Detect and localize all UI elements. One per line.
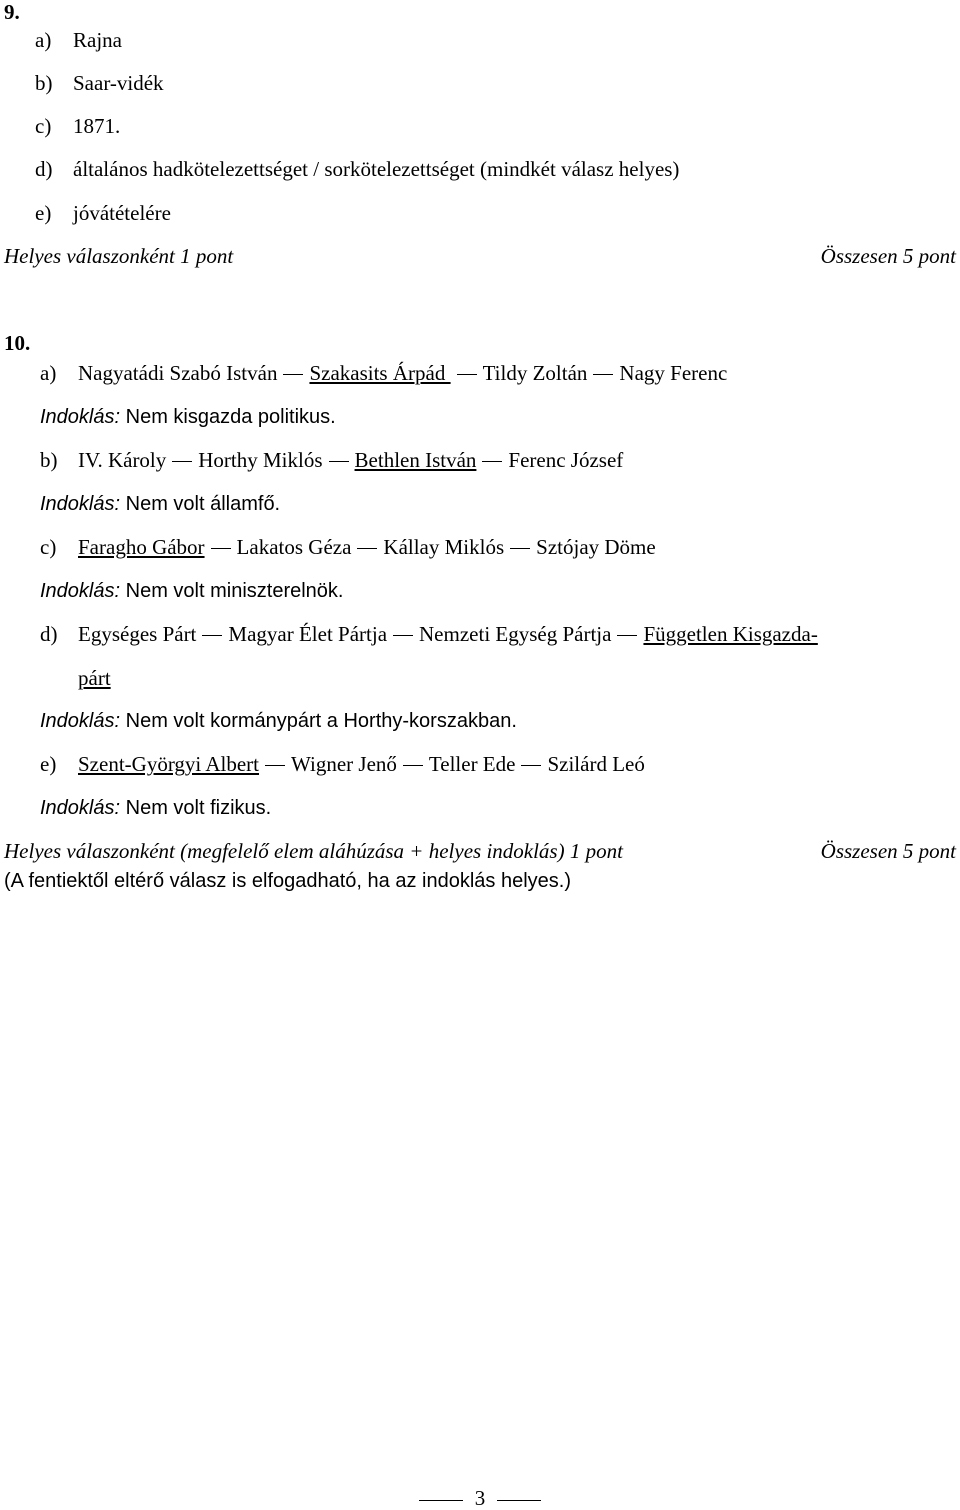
q10-e-reason-label: Indoklás: — [40, 797, 121, 819]
q10-note: (A fentiektől eltérő válasz is elfogadható, ha az indoklás helyes.) — [4, 870, 571, 892]
q9-e-text: jóvátételére — [73, 201, 171, 225]
q10-d-reason-label: Indoklás: — [40, 710, 121, 732]
q9-b-text: Saar-vidék — [73, 71, 164, 95]
q10-e-reason-text: Nem volt fizikus. — [125, 797, 272, 819]
q10-c-item-4: Sztójay Döme — [536, 535, 656, 559]
dash-separator — [283, 374, 303, 375]
q10-d-reason-text: Nem volt kormánypárt a Horthy-korszakban. — [125, 710, 517, 732]
q10-answer-d — [40, 622, 818, 646]
q10-e-item-4: Szilárd Leó — [547, 752, 645, 776]
q10-c-label: c) — [40, 535, 57, 559]
dash-separator — [510, 548, 530, 549]
q9-c-text: 1871. — [73, 114, 121, 138]
q10-a-label: a) — [40, 361, 57, 385]
q9-c-label: c) — [35, 114, 52, 138]
q10-b-item-2: Horthy Miklós — [198, 448, 323, 472]
q10-c-item-2: Lakatos Géza — [236, 535, 352, 559]
dash-separator — [521, 765, 541, 766]
dash-separator — [357, 548, 377, 549]
q9-answer-b — [35, 71, 164, 95]
question-10-number: 10. — [4, 331, 31, 355]
q10-a-item-2-underlined: Szakasits Árpád — [309, 361, 451, 385]
q10-scoring-right: Összesen 5 pont — [820, 839, 956, 863]
dash-separator — [393, 635, 413, 636]
q10-e-item-3: Teller Ede — [428, 752, 516, 776]
dash-separator — [482, 461, 502, 462]
q10-b-item-4: Ferenc József — [508, 448, 624, 472]
q10-e-item-1-underlined: Szent-Györgyi Albert — [78, 752, 260, 776]
q10-b-item-1: IV. Károly — [78, 448, 167, 472]
q10-d-item-3: Nemzeti Egység Pártja — [419, 622, 612, 646]
q9-answer-a — [35, 28, 122, 52]
q10-c-item-1-underlined: Faragho Gábor — [78, 535, 205, 559]
q10-d-label: d) — [40, 622, 58, 646]
dash-separator — [617, 635, 637, 636]
dash-separator — [211, 548, 231, 549]
q9-answer-e — [35, 201, 171, 225]
q10-c-reason-label: Indoklás: — [40, 580, 121, 602]
q10-answer-b — [40, 448, 623, 472]
q10-a-reason-label: Indoklás: — [40, 406, 121, 428]
q10-d-reason — [40, 709, 517, 733]
q9-d-text: általános hadkötelezettséget / sorkötelezettséget (mindkét válasz helyes) — [73, 157, 680, 181]
q10-answer-e — [40, 752, 645, 776]
q10-scoring-left: Helyes válaszonként (megfelelő elem aláhúzása + helyes indoklás) 1 pont — [4, 839, 623, 863]
q10-d-item-4-underlined: Független Kisgazda- — [643, 622, 818, 646]
q10-d-item-2: Magyar Élet Pártja — [228, 622, 388, 646]
page-number: 3 — [474, 1486, 486, 1510]
dash-separator — [329, 461, 349, 462]
q9-e-label: e) — [35, 201, 52, 225]
q10-a-item-1: Nagyatádi Szabó István — [78, 361, 278, 385]
q9-a-label: a) — [35, 28, 52, 52]
page-number-dash-left — [419, 1500, 463, 1501]
q10-b-reason — [40, 492, 280, 516]
q10-answer-c — [40, 535, 656, 559]
page-number-dash-right — [497, 1500, 541, 1501]
q10-e-label: e) — [40, 752, 57, 776]
dash-separator — [457, 374, 477, 375]
q10-d-item-4-continuation: párt — [78, 666, 111, 690]
q9-answer-d — [35, 157, 679, 181]
q10-c-reason — [40, 579, 343, 603]
question-9-number: 9. — [4, 0, 20, 24]
dash-separator — [593, 374, 613, 375]
dash-separator — [202, 635, 222, 636]
q9-scoring-right: Összesen 5 pont — [820, 244, 956, 268]
q10-c-reason-text: Nem volt miniszterelnök. — [125, 580, 344, 602]
q9-a-text: Rajna — [73, 28, 122, 52]
q10-b-item-3-underlined: Bethlen István — [354, 448, 477, 472]
q10-d-item-1: Egységes Párt — [78, 622, 197, 646]
dash-separator — [172, 461, 192, 462]
page-number-footer — [0, 1486, 960, 1510]
dash-separator — [265, 765, 285, 766]
q9-answer-c — [35, 114, 120, 138]
q9-b-label: b) — [35, 71, 53, 95]
q10-b-reason-text: Nem volt államfő. — [125, 493, 281, 515]
dash-separator — [403, 765, 423, 766]
q10-c-item-3: Kállay Miklós — [383, 535, 505, 559]
q10-answer-a — [40, 361, 727, 385]
q10-b-reason-label: Indoklás: — [40, 493, 121, 515]
q10-b-label: b) — [40, 448, 58, 472]
q10-e-item-2: Wigner Jenő — [291, 752, 397, 776]
q10-a-reason-text: Nem kisgazda politikus. — [125, 406, 336, 428]
q10-a-item-4: Nagy Ferenc — [619, 361, 728, 385]
q9-scoring-left: Helyes válaszonként 1 pont — [4, 244, 234, 268]
q10-e-reason — [40, 796, 271, 820]
q10-a-item-3: Tildy Zoltán — [482, 361, 588, 385]
q9-d-label: d) — [35, 157, 53, 181]
q10-a-reason — [40, 405, 336, 429]
